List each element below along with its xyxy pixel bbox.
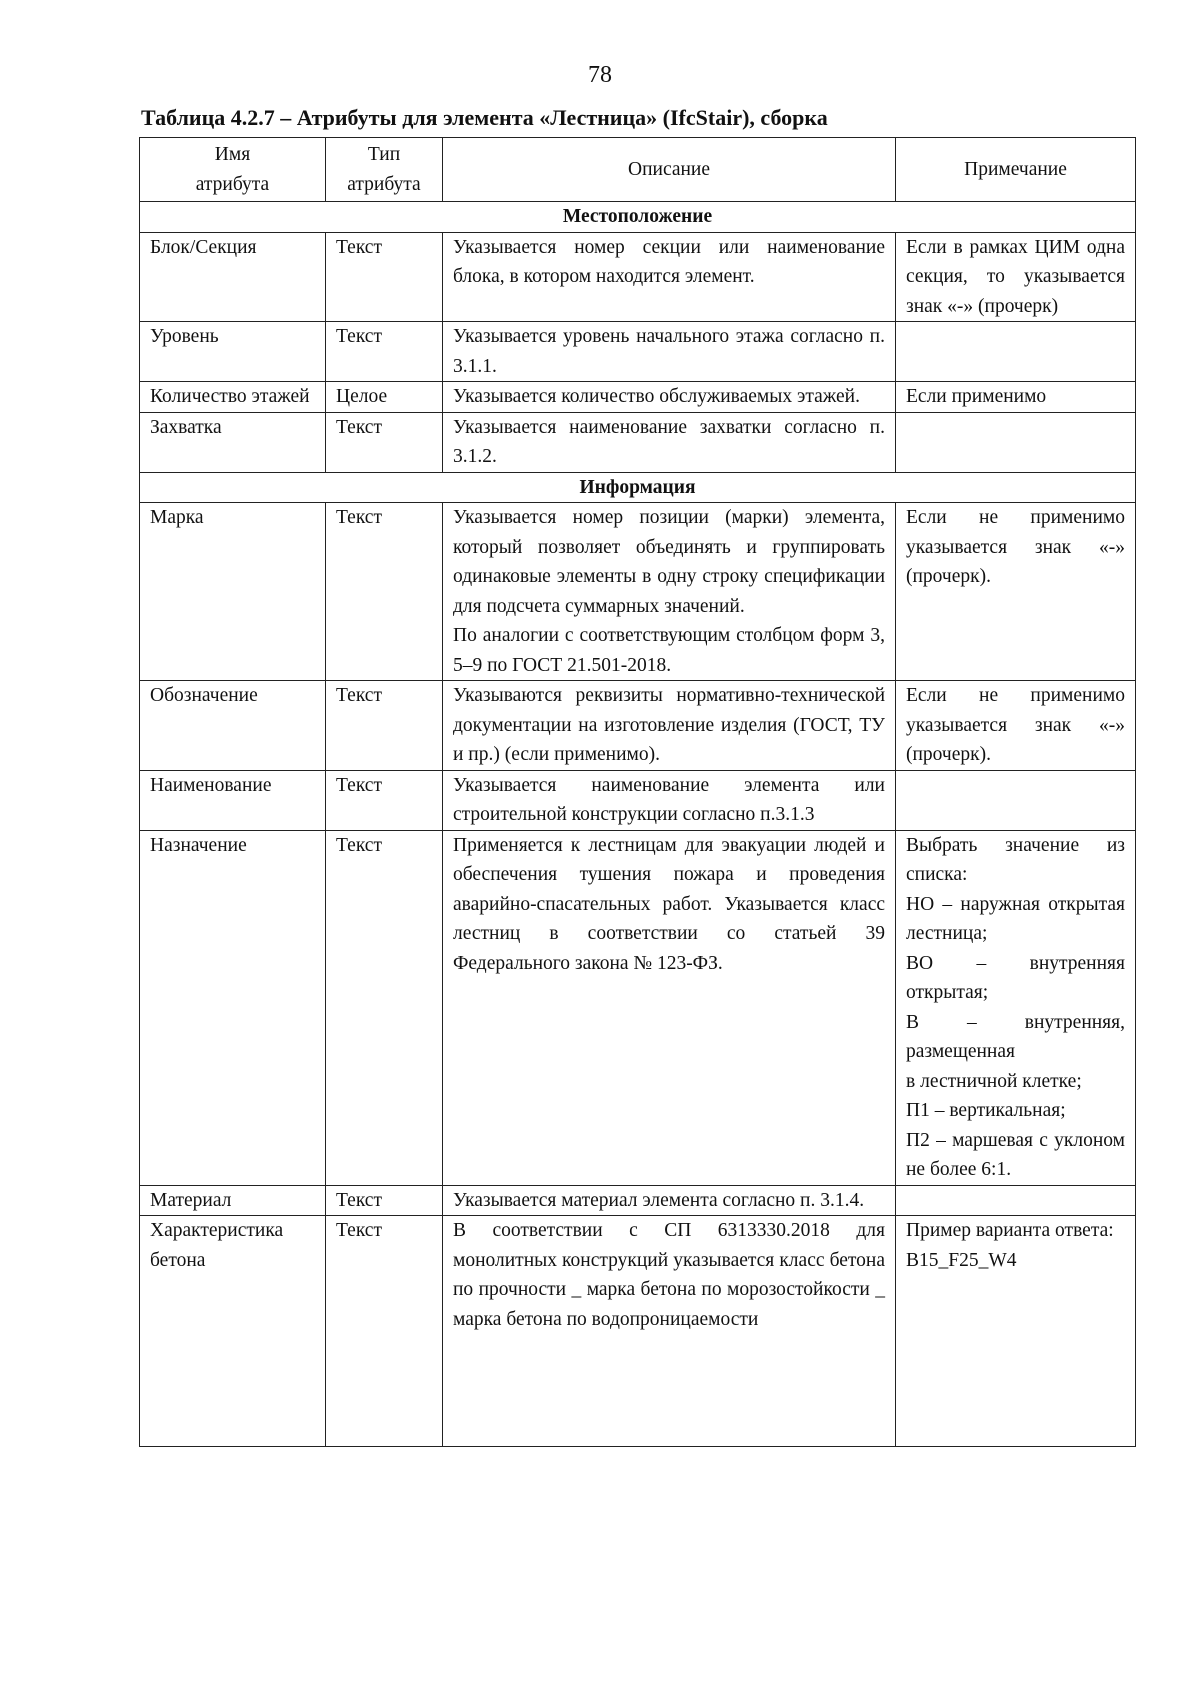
- note-line: в лестничной клетке;: [906, 1070, 1082, 1092]
- section-row-location: [140, 202, 1136, 233]
- note-line: Выбрать значение из списка:: [906, 834, 1125, 885]
- attribute-name: Блок/Секция: [140, 232, 326, 322]
- attribute-name: Характеристика бетона: [140, 1216, 326, 1447]
- attribute-name: Наименование: [140, 770, 326, 830]
- attribute-type: Текст: [326, 322, 443, 382]
- attribute-type: Текст: [326, 1185, 443, 1216]
- header-name-line1: Имя: [214, 144, 251, 165]
- attribute-note: Если в рамках ЦИМ одна секция, то указывается знак «-» (прочерк): [896, 232, 1136, 322]
- header-type-line2: атрибута: [347, 173, 421, 195]
- note-line: П1 – вертикальная;: [906, 1100, 1066, 1121]
- header-description: Описание: [443, 138, 896, 202]
- attribute-description: Указываются реквизиты нормативно-технической документации на изготовление изделия (ГОСТ, ТУ и пр.) (если применимо).: [443, 681, 896, 771]
- table-row: [140, 1185, 1136, 1216]
- attribute-type: Текст: [326, 1216, 443, 1447]
- section-row-information: [140, 472, 1136, 503]
- attribute-note: [896, 322, 1136, 382]
- section-title-location: Местоположение: [140, 202, 1136, 233]
- note-line: НО – наружная открытая лестница;: [906, 893, 1125, 944]
- attribute-description: Указывается номер секции или наименование блока, в котором находится элемент.: [443, 232, 896, 322]
- attribute-description: Указывается уровень начального этажа согласно п. 3.1.1.: [443, 322, 896, 382]
- description-part1: Указывается номер позиции (марки) элемента, который позволяет объединять и группировать одинаковые элементы в одну строку спецификации для подсчета суммарных значений.: [453, 507, 885, 617]
- table-row: [140, 503, 1136, 681]
- header-attribute-type: [326, 138, 443, 202]
- description-part2: По аналогии с соответствующим столбцом форм 3, 5–9 по ГОСТ 21.501-2018.: [453, 625, 885, 676]
- attribute-description: Применяется к лестницам для эвакуации людей и обеспечения тушения пожара и проведения аварийно-спасательных работ. Указывается класс лестниц в соответствии со статьей 39 Федерального закона № 123-ФЗ.: [443, 830, 896, 1185]
- table-row: [140, 382, 1136, 413]
- table-row: [140, 232, 1136, 322]
- attribute-name: Количество этажей: [140, 382, 326, 413]
- attribute-type: Текст: [326, 681, 443, 771]
- table-row: [140, 770, 1136, 830]
- note-line: П2 – маршевая с уклоном не более 6:1.: [906, 1129, 1125, 1180]
- table-row: [140, 322, 1136, 382]
- attribute-type: Текст: [326, 232, 443, 322]
- section-title-information: Информация: [140, 472, 1136, 503]
- header-attribute-name: [140, 138, 326, 202]
- attribute-type: Текст: [326, 830, 443, 1185]
- note-part1: Пример варианта ответа:: [906, 1220, 1114, 1241]
- attribute-name: Марка: [140, 503, 326, 681]
- note-line: ВО – внутренняя открытая;: [906, 952, 1125, 1003]
- attribute-note: [896, 1185, 1136, 1216]
- attribute-type: Текст: [326, 770, 443, 830]
- attribute-note: [896, 770, 1136, 830]
- attribute-description: Указывается наименование элемента или строительной конструкции согласно п.3.1.3: [443, 770, 896, 830]
- attribute-description: В соответствии с СП 6313330.2018 для монолитных конструкций указывается класс бетона по прочности _ марка бетона по морозостойкости _ марка бетона по водопроницаемости: [443, 1216, 896, 1447]
- attribute-description: Указывается наименование захватки согласно п. 3.1.2.: [443, 412, 896, 472]
- attribute-description: [443, 503, 896, 681]
- attribute-type: Целое: [326, 382, 443, 413]
- attribute-name: Уровень: [140, 322, 326, 382]
- attribute-name: Назначение: [140, 830, 326, 1185]
- note-part2: B15_F25_W4: [906, 1249, 1017, 1271]
- table-caption: Таблица 4.2.7 – Атрибуты для элемента «Лестница» (IfcStair), сборка: [141, 105, 828, 130]
- attribute-note: [896, 1216, 1136, 1447]
- attribute-name: Материал: [140, 1185, 326, 1216]
- header-row: [140, 138, 1136, 202]
- table-row: [140, 681, 1136, 771]
- attribute-type: Текст: [326, 412, 443, 472]
- page-number: 78: [588, 62, 612, 88]
- attribute-description: Указывается материал элемента согласно п. 3.1.4.: [443, 1185, 896, 1216]
- header-name-line2: атрибута: [195, 173, 270, 195]
- table-row: [140, 412, 1136, 472]
- note-line: В – внутренняя, размещенная: [906, 1011, 1125, 1062]
- attribute-name: Обозначение: [140, 681, 326, 771]
- attribute-note: Если не применимо указывается знак «-» (прочерк).: [896, 681, 1136, 771]
- header-type-line1: Тип: [367, 144, 401, 165]
- attribute-type: Текст: [326, 503, 443, 681]
- attribute-note: Если применимо: [896, 382, 1136, 413]
- attribute-note: Если не применимо указывается знак «-» (прочерк).: [896, 503, 1136, 681]
- attribute-note: [896, 412, 1136, 472]
- attribute-note: [896, 830, 1136, 1185]
- attribute-name: Захватка: [140, 412, 326, 472]
- table-row: [140, 1216, 1136, 1447]
- attribute-description: Указывается количество обслуживаемых этажей.: [443, 382, 896, 413]
- table-row: [140, 830, 1136, 1185]
- header-note: Примечание: [896, 138, 1136, 202]
- attributes-table: [139, 137, 1136, 1447]
